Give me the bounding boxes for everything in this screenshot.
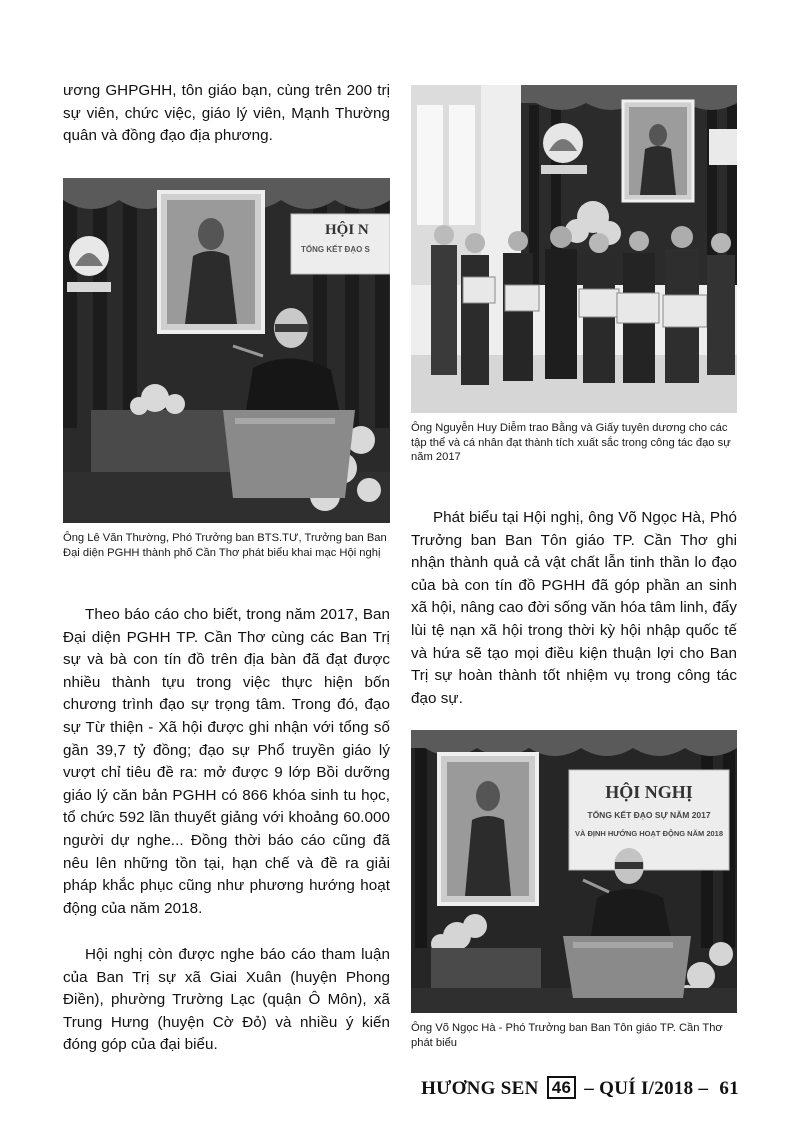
- photo1-banner-title: HỘI N: [325, 222, 369, 238]
- photo3-banner-subtitle2: VÀ ĐỊNH HƯỚNG HOẠT ĐỘNG NĂM 2018: [574, 829, 724, 838]
- intro-paragraph: ương GHPGHH, tôn giáo bạn, cùng trên 200 trị sự viên, chức việc, giáo lý viên, Mạnh Thường quân và đồng đạo địa phương.: [63, 82, 390, 145]
- photo-opening-speech-illustration: [63, 178, 390, 523]
- photo1-caption: Ông Lê Văn Thường, Phó Trưởng ban BTS.TƯ, Trưởng ban Ban Đại diện PGHH thành phố Cần Thơ phát biểu khai mạc Hội nghị: [63, 532, 387, 559]
- photo-opening-speech: [63, 178, 390, 523]
- photo2-caption: Ông Nguyễn Huy Diễm trao Bằng và Giấy tuyên dương cho các tập thể và cá nhân đạt thành tích xuất sắc trong công tác đạo sự năm 2017: [411, 422, 731, 464]
- discussion-paragraph: Hội nghị còn được nghe báo cáo tham luận của Ban Trị sự xã Giai Xuân (huyện Phong Điền), phường Trường Lạc (quận Ô Môn), xã Trung Hưng (huyện Cờ Đỏ) và nhiều ý kiến đóng góp của đại biểu.: [63, 946, 390, 1054]
- photo1-banner-subtitle: TỔNG KẾT ĐẠO S: [301, 245, 370, 254]
- photo-speaker-speech-illustration: [411, 730, 737, 1013]
- magazine-name: HƯƠNG SEN: [421, 1078, 539, 1099]
- page-number: 61: [719, 1078, 739, 1099]
- issue-period: – QUÍ I/2018 –: [584, 1078, 709, 1099]
- photo-speaker-speech: [411, 730, 737, 1013]
- issue-number-badge: 46: [547, 1076, 577, 1099]
- speech-paragraph: Phát biểu tại Hội nghị, ông Võ Ngọc Hà, Phó Trưởng ban Ban Tôn giáo TP. Cần Thơ ghi nhận thành quả cả vật chất lẫn tinh thần lo đạo của bà con tín đồ PGHH đã góp phần an sinh xã hội, nâng cao đời sống văn hóa tâm linh, đẩy lùi tệ nạn xã hội trong thời kỳ hội nhập quốc tế và hứa sẽ tạo mọi điều kiện thuận lợi cho Ban Trị sự hoàn thành tốt nhiệm vụ trong công tác đạo sự.: [411, 509, 737, 707]
- photo-award-ceremony-illustration: [411, 85, 737, 413]
- photo3-banner-title: HỘI NGHỊ: [605, 782, 693, 802]
- photo3-banner-subtitle: TỔNG KẾT ĐẠO SỰ NĂM 2017: [587, 810, 711, 820]
- photo-award-ceremony: [411, 85, 737, 413]
- photo3-caption: Ông Võ Ngọc Hà - Phó Trưởng ban Ban Tôn giáo TP. Cần Thơ phát biểu: [411, 1022, 723, 1049]
- report-paragraph: Theo báo cáo cho biết, trong năm 2017, Ban Đại diện PGHH TP. Cần Thơ cùng các Ban Trị sự và bà con tín đồ trên địa bàn đã đạt được nhiều thành tựu trong việc thực hiện bốn chương trình đạo sự trọng tâm. Trong đó, đạo sự Từ thiện - Xã hội được ghi nhận với tổng số gần 39,7 tỷ đồng; đạo sự Phổ truyền giáo lý vượt chỉ tiêu đề ra: mở được 9 lớp Bồi dưỡng giáo lý căn bản PGHH có 866 khóa sinh tu học, tổ chức 592 lần thuyết giảng với khoảng 60.000 người dự nghe... Đồng thời báo cáo cũng đã nêu lên những tồn tại, hạn chế và đề ra giải pháp khắc phục cũng như phương hướng hoạt động của năm 2018.: [63, 606, 390, 917]
- page-footer: [421, 1076, 739, 1100]
